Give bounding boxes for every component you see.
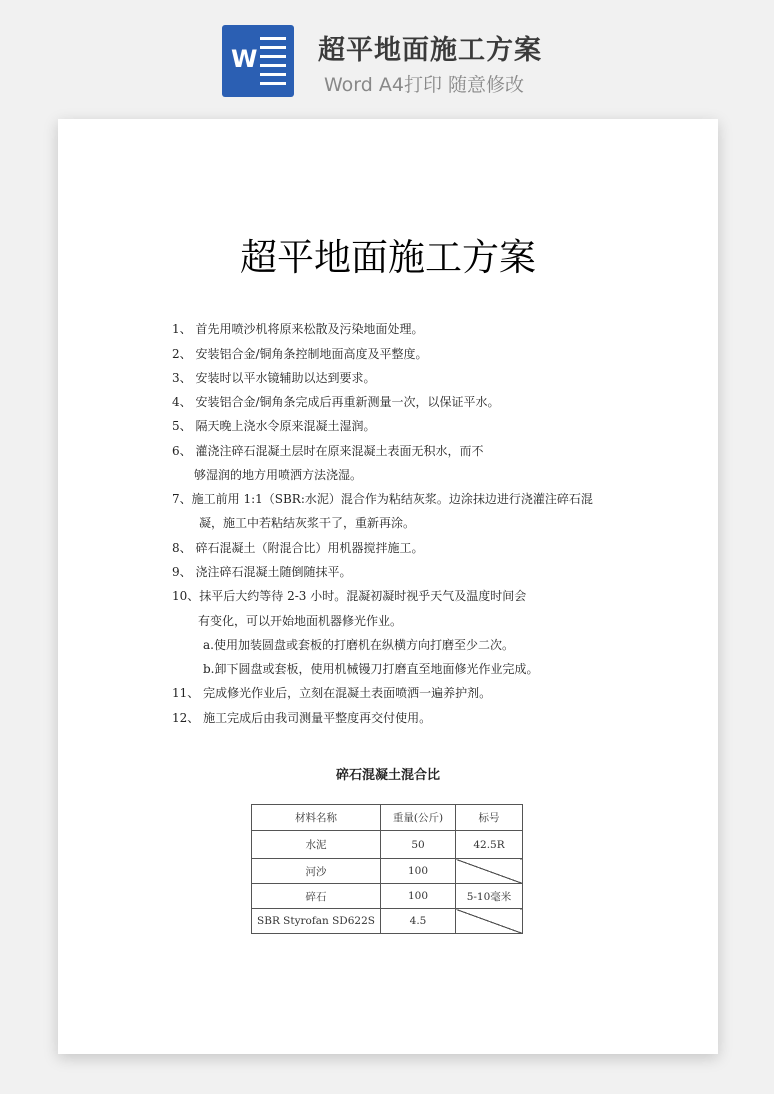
list-item: 2、 安装铝合金/铜角条控制地面高度及平整度。: [172, 347, 428, 361]
header: [0, 0, 774, 110]
table-row: [252, 884, 523, 909]
table-header-cell: 标号: [456, 805, 523, 831]
list-item: 11、 完成修光作业后，立刻在混凝土表面喷洒一遍养护剂。: [172, 686, 492, 700]
table-row: [252, 909, 523, 934]
list-item: 7、施工前用 1:1（SBR:水泥）混合作为粘结灰浆。边涂抹边进行浇灌注碎石混: [172, 492, 593, 506]
list-item: 5、 隔天晚上浇水令原来混凝土湿润。: [172, 419, 376, 433]
table-row: [252, 859, 523, 884]
mix-ratio-table: [251, 804, 523, 934]
sub-list-item: a.使用加装圆盘或套板的打磨机在纵横方向打磨至少二次。: [203, 638, 514, 652]
table-cell: SBR Styrofan SD622S: [252, 909, 381, 934]
list-item: 1、 首先用喷沙机将原来松散及污染地面处理。: [172, 322, 424, 336]
list-item: 6、 灌浇注碎石混凝土层时在原来混凝土表面无积水，而不: [172, 444, 484, 458]
list-item-continued: 凝，施工中若粘结灰浆干了，重新再涂。: [199, 516, 416, 530]
table-cell: 碎石: [252, 884, 381, 909]
table-cell-diagonal: [456, 859, 523, 884]
table-cell: 100: [381, 859, 456, 884]
word-icon-letter: W: [231, 45, 258, 73]
table-title: 碎石混凝土混合比: [335, 768, 440, 783]
list-item-continued: 有变化，可以开始地面机器修光作业。: [198, 614, 403, 628]
document-title: 超平地面施工方案: [240, 236, 536, 279]
table-cell: 河沙: [252, 859, 381, 884]
list-item: 8、 碎石混凝土（附混合比）用机器搅拌施工。: [172, 541, 424, 555]
word-icon: [222, 25, 294, 97]
list-item-continued: 够湿润的地方用喷洒方法浇湿。: [194, 468, 363, 482]
table-row: [252, 831, 523, 859]
table-cell: 100: [381, 884, 456, 909]
table-cell: 水泥: [252, 831, 381, 859]
sub-list-item: b.卸下圆盘或套板，使用机械镘刀打磨直至地面修光作业完成。: [203, 662, 539, 676]
list-item: 9、 浇注碎石混凝土随倒随抹平。: [172, 565, 352, 579]
list-item: 10、抹平后大约等待 2-3 小时。混凝初凝时视乎天气及温度时间会: [172, 589, 527, 603]
table-cell: 5-10毫米: [456, 884, 523, 909]
table-header-row: [252, 805, 523, 831]
table-cell: 50: [381, 831, 456, 859]
list-item: 4、 安装铝合金/铜角条完成后再重新测量一次，以保证平水。: [172, 395, 500, 409]
header-subtitle: Word A4打印 随意修改: [324, 74, 525, 96]
document-page: [58, 119, 718, 1054]
list-item: 3、 安装时以平水镜辅助以达到要求。: [172, 371, 376, 385]
table-cell-diagonal: [456, 909, 523, 934]
table-cell: 4.5: [381, 909, 456, 934]
table-header-cell: 材料名称: [252, 805, 381, 831]
table-cell: 42.5R: [456, 831, 523, 859]
list-item: 12、 施工完成后由我司测量平整度再交付使用。: [172, 711, 432, 725]
header-title: 超平地面施工方案: [318, 35, 542, 66]
table-header-cell: 重量(公斤): [381, 805, 456, 831]
